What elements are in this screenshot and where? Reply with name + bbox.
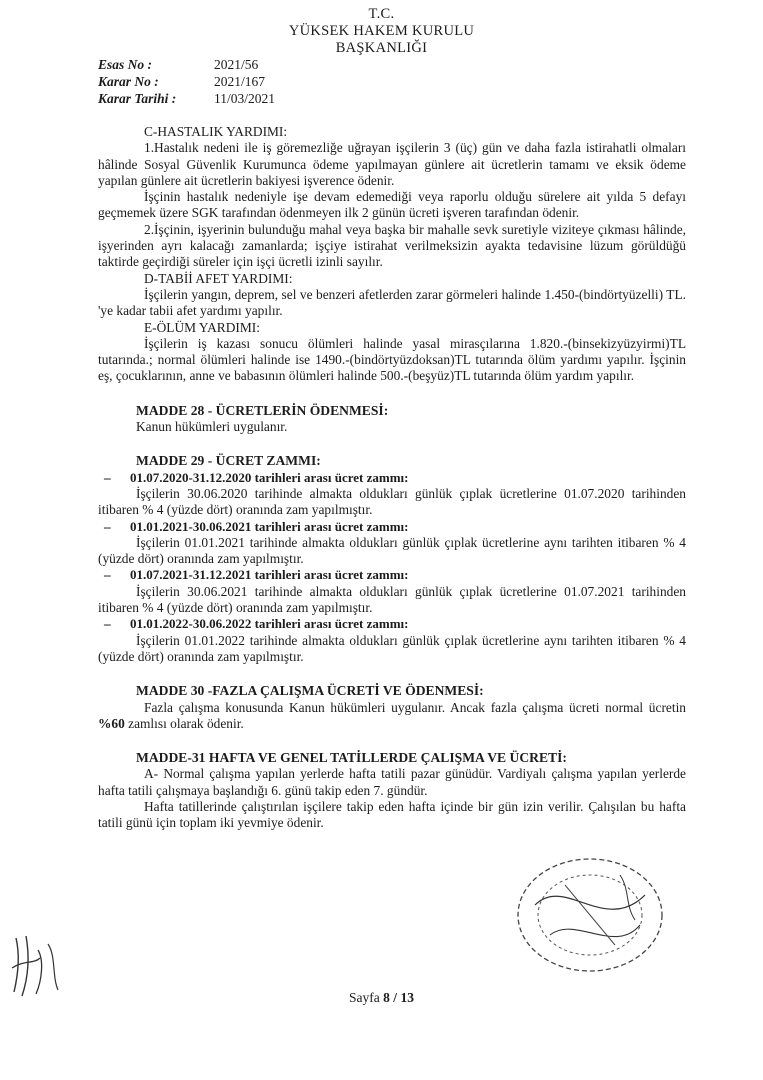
page-total: 13 (400, 990, 414, 1005)
period-body: İşçilerin 30.06.2020 tarihinde almakta oldukları günlük çıplak ücretlerine 01.07.2020 tarihinden itibaren % 4 (yüzde dört) oranında zam yapılmıştır. (98, 485, 686, 518)
paragraph: İşçilerin iş kazası sonucu ölümleri halinde yasal mirasçılarına 1.820.-(binsekizyüzyirmi)TL tutarında.; normal ölümleri halinde ise 1490.-(bindörtyüzdoksan)TL tutarında ölüm yardımı yapılır. İşçinin eş, çocuklarının, anne ve babasının ölümleri halinde 500.-(beşyüz)TL tutarında ölüm yardım yapılır. (98, 335, 686, 384)
paragraph: 2.İşçinin, işyerinin bulunduğu mahal veya başka bir mahalle sevk suretiyle viziteye çıkması hâlinde, işyerinden ayrı kalacağı zamanlarda; işçiye istirahat verilmeksizin ayakta tedavisine lüzum görüldüğü taktirde geçirdiği süreler için işçi ücretli izinli sayılır. (98, 221, 686, 270)
page-number (0, 990, 763, 1006)
article-28-title: MADDE 28 - ÜCRETLERİN ÖDENMESİ: (136, 402, 389, 418)
meta-value: 2021/167 (214, 74, 266, 89)
period-title: 01.01.2021-30.06.2021 tarihleri arası ücret zammı: (130, 518, 409, 534)
article-31-title: MADDE-31 HAFTA VE GENEL TATİLLERDE ÇALIŞMA VE ÜCRETİ: (136, 750, 567, 766)
section-title-e: E-ÖLÜM YARDIMI: (144, 319, 260, 335)
dash-bullet: – (104, 567, 111, 583)
article-28-body: Kanun hükümleri uygulanır. (136, 419, 288, 435)
meta-row-esas (98, 56, 275, 73)
period-heading (98, 470, 686, 486)
paragraph: Hafta tatillerinde çalıştırılan işçilere takip eden hafta içinde bir gün izin verilir. Çalışılan bu hafta tatili günü için toplam iki yevmiye ödenir. (98, 798, 686, 831)
header-presidency: BAŞKANLIĞI (335, 40, 428, 56)
article-29-title: MADDE 29 - ÜCRET ZAMMI: (136, 453, 321, 469)
meta-label: Karar No : (98, 74, 159, 89)
period-body: İşçilerin 30.06.2021 tarihinde almakta oldukları günlük çıplak ücretlerine 01.07.2021 tarihinden itibaren % 4 (yüzde dört) oranında zam yapılmıştır. (98, 583, 686, 616)
document-header (0, 6, 763, 57)
dash-bullet: – (104, 616, 111, 632)
period-title: 01.07.2021-31.12.2021 tarihleri arası ücret zammı: (130, 567, 409, 583)
paragraph: 1.Hastalık nedeni ile iş göremezliğe uğrayan işçilerin 3 (üç) gün ve daha fazla istirahatli olmaları hâlinde Sosyal Güvenlik Kurumunca ödeme yapılmayan günlere ait ücretlerin tamamı ve eksik ödeme yapılan günlere ait ücretlerin bakiyesi işverence ödenir. (98, 140, 686, 188)
overtime-rate: %60 (98, 715, 125, 731)
period-title: 01.07.2020-31.12.2020 tarihleri arası ücret zammı: (130, 469, 409, 485)
article-30-title: MADDE 30 -FAZLA ÇALIŞMA ÜCRETİ VE ÖDENMESİ: (136, 683, 484, 699)
period-heading (98, 567, 686, 583)
document-body (98, 124, 686, 832)
period-heading (98, 519, 686, 535)
period-title: 01.01.2022-30.06.2022 tarihleri arası ücret zammı: (130, 616, 409, 632)
section-title-d: D-TABİİ AFET YARDIMI: (144, 270, 293, 286)
paragraph: A- Normal çalışma yapılan yerlerde hafta tatili pazar günüdür. Vardiyalı çalışma yapılan yerlerde hafta tatili çalışmaya başlandığı 6. günü takip eden 7. gündür. (98, 766, 686, 798)
meta-label: Esas No : (98, 57, 153, 72)
header-institution: YÜKSEK HAKEM KURULU (288, 23, 475, 39)
paragraph: İşçinin hastalık nedeniyle işe devam edemediği veya raporlu olduğu sürelere ait yılda 5 defayı geçmemek üzere SGK tarafından ödenmeyen ilk 2 günün ücreti işveren tarafından ödenir. (98, 189, 686, 221)
dash-bullet: – (104, 469, 111, 485)
dash-bullet: – (104, 518, 111, 534)
page-current: 8 (383, 990, 390, 1005)
period-heading (98, 616, 686, 632)
paragraph: İşçilerin yangın, deprem, sel ve benzeri afetlerden zarar görmeleri halinde 1.450-(bindörtyüzelli) TL. 'ye kadar tabii afet yardımı yapılır. (98, 286, 686, 319)
meta-label: Karar Tarihi : (98, 91, 177, 106)
section-title-c: C-HASTALIK YARDIMI: (144, 124, 288, 139)
period-body: İşçilerin 01.01.2022 tarihinde almakta oldukları günlük çıplak ücretlerine aynı tarihten itibaren % 4 (yüzde dört) oranında zam yapılmıştır. (98, 632, 686, 664)
text-span: Fazla çalışma konusunda Kanun hükümleri uygulanır. Ancak fazla çalışma ücreti normal ücretin (144, 699, 686, 715)
period-body: İşçilerin 01.01.2021 tarihinde almakta oldukları günlük çıplak ücretlerine aynı tarihten itibaren % 4 (yüzde dört) oranında zam yapılmıştır. (98, 534, 686, 567)
meta-row-karar-tarihi (98, 90, 275, 107)
text-span: zamlısı olarak ödenir. (124, 715, 244, 731)
page-prefix: Sayfa (349, 990, 384, 1005)
page-separator: / (389, 990, 401, 1005)
meta-value: 2021/56 (214, 57, 259, 72)
header-tc: T.C. (368, 6, 395, 22)
signature-stamp (495, 845, 685, 990)
case-meta (98, 56, 275, 107)
article-30-body (98, 700, 686, 733)
meta-row-karar (98, 73, 275, 90)
meta-value: 11/03/2021 (214, 91, 276, 106)
